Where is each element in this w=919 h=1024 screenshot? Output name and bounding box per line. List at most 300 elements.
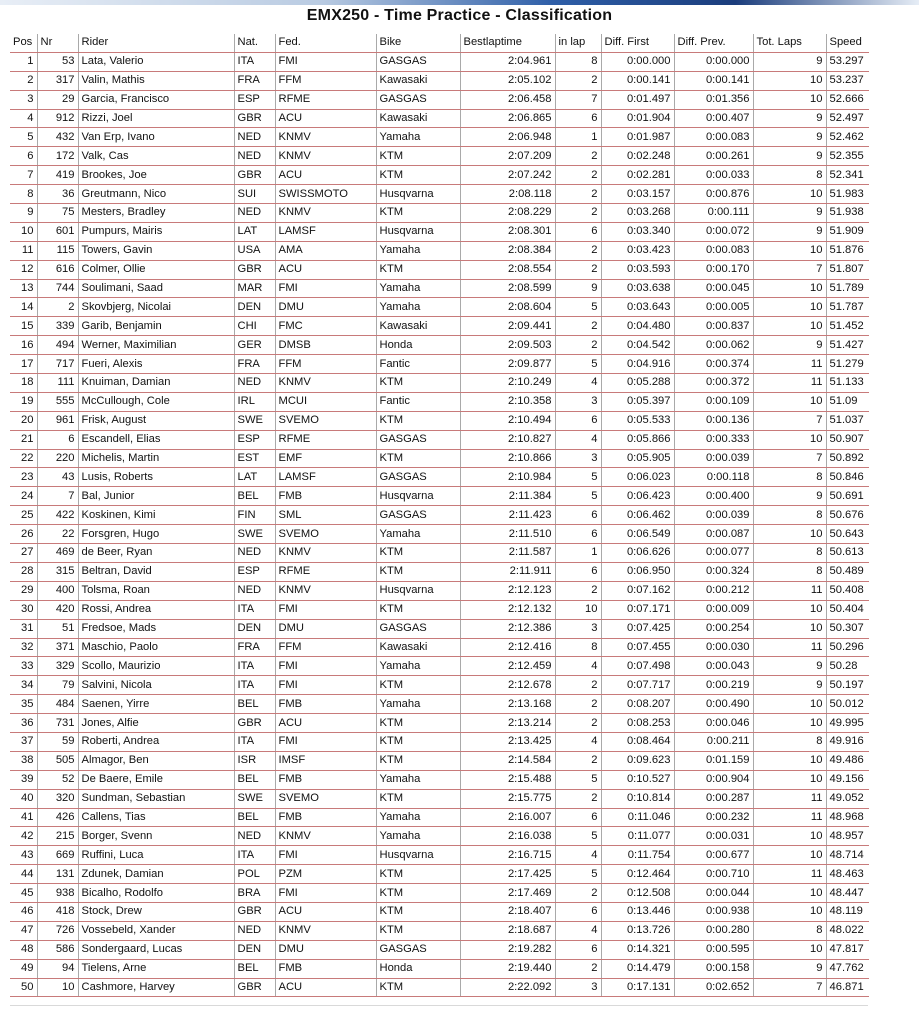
cell-diff-first: 0:09.623 <box>601 751 674 770</box>
table-row <box>10 827 869 846</box>
cell-nat: GER <box>234 336 275 355</box>
cell-bike: Yamaha <box>376 770 460 789</box>
cell-tot-laps: 11 <box>753 865 826 884</box>
cell-rider: Soulimani, Saad <box>78 279 234 298</box>
cell-diff-prev: 0:00.219 <box>674 676 753 695</box>
cell-diff-prev: 0:00.333 <box>674 430 753 449</box>
cell-bike: Yamaha <box>376 279 460 298</box>
cell-nr: 59 <box>37 732 78 751</box>
cell-tot-laps: 9 <box>753 52 826 71</box>
table-row <box>10 676 869 695</box>
cell-nat: ESP <box>234 562 275 581</box>
cell-nat: SWE <box>234 525 275 544</box>
cell-nat: SWE <box>234 789 275 808</box>
cell-diff-first: 0:05.288 <box>601 374 674 393</box>
table-row <box>10 978 869 997</box>
cell-tot-laps: 10 <box>753 317 826 336</box>
cell-nat: ITA <box>234 676 275 695</box>
cell-tot-laps: 10 <box>753 392 826 411</box>
cell-nr: 36 <box>37 185 78 204</box>
cell-bike: KTM <box>376 562 460 581</box>
cell-pos: 25 <box>10 506 37 525</box>
cell-fed: KNMV <box>275 581 376 600</box>
table-row <box>10 90 869 109</box>
cell-in-lap: 2 <box>555 317 601 336</box>
cell-pos: 8 <box>10 185 37 204</box>
cell-speed: 50.197 <box>826 676 869 695</box>
cell-nr: 744 <box>37 279 78 298</box>
cell-nr: 111 <box>37 374 78 393</box>
column-header-nat: Nat. <box>234 34 275 52</box>
cell-fed: DMU <box>275 940 376 959</box>
cell-nat: BEL <box>234 959 275 978</box>
cell-rider: Koskinen, Kimi <box>78 506 234 525</box>
cell-pos: 45 <box>10 884 37 903</box>
cell-rider: Escandell, Elias <box>78 430 234 449</box>
cell-fed: KNMV <box>275 204 376 223</box>
cell-rider: Valk, Cas <box>78 147 234 166</box>
cell-diff-prev: 0:00.158 <box>674 959 753 978</box>
cell-fed: RFME <box>275 430 376 449</box>
cell-nat: GBR <box>234 109 275 128</box>
cell-tot-laps: 8 <box>753 544 826 563</box>
cell-nr: 422 <box>37 506 78 525</box>
cell-rider: Rizzi, Joel <box>78 109 234 128</box>
cell-diff-prev: 0:00.045 <box>674 279 753 298</box>
cell-diff-first: 0:10.814 <box>601 789 674 808</box>
cell-nat: BEL <box>234 770 275 789</box>
cell-bestlaptime: 2:12.678 <box>460 676 555 695</box>
cell-pos: 22 <box>10 449 37 468</box>
cell-rider: Beltran, David <box>78 562 234 581</box>
cell-pos: 2 <box>10 71 37 90</box>
cell-in-lap: 2 <box>555 751 601 770</box>
cell-bestlaptime: 2:06.948 <box>460 128 555 147</box>
cell-rider: Vossebeld, Xander <box>78 921 234 940</box>
cell-bike: GASGAS <box>376 468 460 487</box>
cell-nat: ITA <box>234 732 275 751</box>
cell-bike: KTM <box>376 166 460 185</box>
cell-bike: Yamaha <box>376 695 460 714</box>
cell-bestlaptime: 2:12.123 <box>460 581 555 600</box>
cell-in-lap: 6 <box>555 940 601 959</box>
cell-speed: 50.489 <box>826 562 869 581</box>
table-row <box>10 260 869 279</box>
table-row <box>10 714 869 733</box>
cell-nr: 2 <box>37 298 78 317</box>
cell-rider: Knuiman, Damian <box>78 374 234 393</box>
cell-nr: 426 <box>37 808 78 827</box>
table-row <box>10 128 869 147</box>
cell-rider: Towers, Gavin <box>78 241 234 260</box>
cell-speed: 52.666 <box>826 90 869 109</box>
cell-bike: Fantic <box>376 392 460 411</box>
cell-pos: 30 <box>10 600 37 619</box>
cell-diff-prev: 0:00.072 <box>674 222 753 241</box>
cell-in-lap: 2 <box>555 185 601 204</box>
cell-bestlaptime: 2:08.554 <box>460 260 555 279</box>
cell-in-lap: 1 <box>555 544 601 563</box>
cell-nat: POL <box>234 865 275 884</box>
cell-diff-prev: 0:00.677 <box>674 846 753 865</box>
cell-diff-prev: 0:00.000 <box>674 52 753 71</box>
cell-bestlaptime: 2:10.827 <box>460 430 555 449</box>
cell-bestlaptime: 2:06.458 <box>460 90 555 109</box>
cell-tot-laps: 10 <box>753 71 826 90</box>
cell-rider: Garib, Benjamin <box>78 317 234 336</box>
cell-speed: 49.486 <box>826 751 869 770</box>
cell-diff-first: 0:03.157 <box>601 185 674 204</box>
cell-tot-laps: 10 <box>753 241 826 260</box>
cell-nat: BEL <box>234 487 275 506</box>
table-row <box>10 751 869 770</box>
cell-diff-first: 0:05.866 <box>601 430 674 449</box>
cell-fed: FMC <box>275 317 376 336</box>
cell-nr: 586 <box>37 940 78 959</box>
cell-in-lap: 10 <box>555 600 601 619</box>
table-row <box>10 52 869 71</box>
table-row <box>10 732 869 751</box>
cell-diff-first: 0:01.987 <box>601 128 674 147</box>
table-row <box>10 185 869 204</box>
cell-diff-first: 0:03.340 <box>601 222 674 241</box>
cell-diff-prev: 0:00.111 <box>674 204 753 223</box>
cell-tot-laps: 7 <box>753 449 826 468</box>
cell-tot-laps: 10 <box>753 940 826 959</box>
cell-in-lap: 2 <box>555 260 601 279</box>
cell-pos: 11 <box>10 241 37 260</box>
cell-speed: 48.119 <box>826 902 869 921</box>
cell-nat: FIN <box>234 506 275 525</box>
table-row <box>10 525 869 544</box>
cell-tot-laps: 10 <box>753 185 826 204</box>
cell-bike: KTM <box>376 411 460 430</box>
cell-speed: 51.037 <box>826 411 869 430</box>
cell-bestlaptime: 2:05.102 <box>460 71 555 90</box>
cell-bestlaptime: 2:06.865 <box>460 109 555 128</box>
cell-pos: 50 <box>10 978 37 997</box>
cell-fed: FMB <box>275 808 376 827</box>
cell-bike: KTM <box>376 902 460 921</box>
cell-fed: DMSB <box>275 336 376 355</box>
cell-pos: 47 <box>10 921 37 940</box>
cell-in-lap: 6 <box>555 109 601 128</box>
cell-rider: Forsgren, Hugo <box>78 525 234 544</box>
cell-diff-prev: 0:00.710 <box>674 865 753 884</box>
cell-bike: Husqvarna <box>376 222 460 241</box>
cell-in-lap: 3 <box>555 449 601 468</box>
cell-speed: 48.957 <box>826 827 869 846</box>
cell-speed: 47.817 <box>826 940 869 959</box>
cell-bestlaptime: 2:10.984 <box>460 468 555 487</box>
cell-diff-first: 0:12.464 <box>601 865 674 884</box>
table-row <box>10 222 869 241</box>
cell-nr: 419 <box>37 166 78 185</box>
cell-fed: RFME <box>275 562 376 581</box>
cell-fed: ACU <box>275 902 376 921</box>
cell-nr: 726 <box>37 921 78 940</box>
table-row <box>10 374 869 393</box>
cell-rider: Sundman, Sebastian <box>78 789 234 808</box>
cell-in-lap: 3 <box>555 978 601 997</box>
cell-speed: 53.297 <box>826 52 869 71</box>
cell-bike: Yamaha <box>376 657 460 676</box>
header-banner-stripe <box>0 0 919 5</box>
table-row <box>10 921 869 940</box>
cell-speed: 51.807 <box>826 260 869 279</box>
table-row <box>10 770 869 789</box>
cell-nr: 79 <box>37 676 78 695</box>
cell-in-lap: 5 <box>555 298 601 317</box>
cell-in-lap: 3 <box>555 619 601 638</box>
cell-rider: Brookes, Joe <box>78 166 234 185</box>
cell-speed: 50.846 <box>826 468 869 487</box>
cell-diff-prev: 0:00.039 <box>674 506 753 525</box>
cell-bestlaptime: 2:17.469 <box>460 884 555 903</box>
cell-speed: 51.09 <box>826 392 869 411</box>
cell-in-lap: 4 <box>555 430 601 449</box>
cell-speed: 52.355 <box>826 147 869 166</box>
cell-nr: 220 <box>37 449 78 468</box>
cell-in-lap: 2 <box>555 676 601 695</box>
cell-fed: SWISSMOTO <box>275 185 376 204</box>
table-row <box>10 940 869 959</box>
cell-bike: KTM <box>376 978 460 997</box>
cell-pos: 21 <box>10 430 37 449</box>
cell-fed: KNMV <box>275 128 376 147</box>
cell-diff-prev: 0:00.211 <box>674 732 753 751</box>
cell-diff-prev: 0:00.109 <box>674 392 753 411</box>
cell-diff-first: 0:07.162 <box>601 581 674 600</box>
cell-speed: 51.909 <box>826 222 869 241</box>
cell-nat: BRA <box>234 884 275 903</box>
cell-diff-first: 0:10.527 <box>601 770 674 789</box>
cell-diff-prev: 0:00.280 <box>674 921 753 940</box>
cell-rider: Garcia, Francisco <box>78 90 234 109</box>
cell-tot-laps: 11 <box>753 374 826 393</box>
cell-nat: NED <box>234 374 275 393</box>
cell-speed: 51.983 <box>826 185 869 204</box>
cell-nr: 51 <box>37 619 78 638</box>
cell-rider: Cashmore, Harvey <box>78 978 234 997</box>
cell-pos: 6 <box>10 147 37 166</box>
table-row <box>10 449 869 468</box>
cell-pos: 27 <box>10 544 37 563</box>
cell-fed: SVEMO <box>275 525 376 544</box>
cell-speed: 48.022 <box>826 921 869 940</box>
cell-bestlaptime: 2:08.384 <box>460 241 555 260</box>
cell-pos: 42 <box>10 827 37 846</box>
cell-diff-first: 0:06.462 <box>601 506 674 525</box>
cell-bestlaptime: 2:18.407 <box>460 902 555 921</box>
cell-in-lap: 5 <box>555 355 601 374</box>
cell-bike: KTM <box>376 789 460 808</box>
cell-diff-first: 0:07.498 <box>601 657 674 676</box>
cell-rider: Stock, Drew <box>78 902 234 921</box>
cell-rider: Rossi, Andrea <box>78 600 234 619</box>
cell-diff-prev: 0:00.287 <box>674 789 753 808</box>
cell-rider: Valin, Mathis <box>78 71 234 90</box>
cell-pos: 37 <box>10 732 37 751</box>
cell-nat: EST <box>234 449 275 468</box>
cell-pos: 1 <box>10 52 37 71</box>
cell-pos: 31 <box>10 619 37 638</box>
cell-in-lap: 2 <box>555 789 601 808</box>
cell-pos: 36 <box>10 714 37 733</box>
cell-speed: 50.307 <box>826 619 869 638</box>
cell-bestlaptime: 2:18.687 <box>460 921 555 940</box>
cell-rider: Skovbjerg, Nicolai <box>78 298 234 317</box>
cell-tot-laps: 9 <box>753 128 826 147</box>
cell-fed: FFM <box>275 355 376 374</box>
cell-pos: 10 <box>10 222 37 241</box>
cell-diff-prev: 0:00.031 <box>674 827 753 846</box>
cell-diff-first: 0:11.046 <box>601 808 674 827</box>
cell-fed: FMI <box>275 884 376 903</box>
cell-speed: 52.341 <box>826 166 869 185</box>
table-row <box>10 846 869 865</box>
cell-tot-laps: 10 <box>753 298 826 317</box>
table-row <box>10 430 869 449</box>
cell-in-lap: 2 <box>555 695 601 714</box>
cell-speed: 51.876 <box>826 241 869 260</box>
cell-tot-laps: 7 <box>753 411 826 430</box>
cell-rider: Roberti, Andrea <box>78 732 234 751</box>
table-row <box>10 884 869 903</box>
cell-nr: 961 <box>37 411 78 430</box>
cell-fed: DMU <box>275 298 376 317</box>
cell-tot-laps: 9 <box>753 959 826 978</box>
cell-bestlaptime: 2:10.494 <box>460 411 555 430</box>
cell-nat: NED <box>234 827 275 846</box>
cell-fed: KNMV <box>275 921 376 940</box>
cell-bestlaptime: 2:08.301 <box>460 222 555 241</box>
cell-speed: 50.691 <box>826 487 869 506</box>
cell-fed: FFM <box>275 638 376 657</box>
cell-bike: Husqvarna <box>376 581 460 600</box>
cell-bestlaptime: 2:08.118 <box>460 185 555 204</box>
cell-diff-first: 0:06.626 <box>601 544 674 563</box>
cell-fed: KNMV <box>275 374 376 393</box>
cell-in-lap: 2 <box>555 204 601 223</box>
cell-nr: 43 <box>37 468 78 487</box>
cell-tot-laps: 10 <box>753 619 826 638</box>
cell-pos: 3 <box>10 90 37 109</box>
cell-nr: 717 <box>37 355 78 374</box>
cell-in-lap: 2 <box>555 581 601 600</box>
cell-rider: Fueri, Alexis <box>78 355 234 374</box>
table-row <box>10 865 869 884</box>
table-row <box>10 241 869 260</box>
cell-diff-first: 0:05.533 <box>601 411 674 430</box>
cell-diff-prev: 0:00.232 <box>674 808 753 827</box>
cell-tot-laps: 8 <box>753 732 826 751</box>
cell-pos: 16 <box>10 336 37 355</box>
column-header-in-lap: in lap <box>555 34 601 52</box>
cell-fed: FMI <box>275 52 376 71</box>
cell-nr: 616 <box>37 260 78 279</box>
cell-diff-first: 0:12.508 <box>601 884 674 903</box>
cell-rider: Frisk, August <box>78 411 234 430</box>
cell-diff-prev: 0:00.083 <box>674 128 753 147</box>
table-row <box>10 298 869 317</box>
cell-diff-prev: 0:00.170 <box>674 260 753 279</box>
cell-diff-first: 0:07.171 <box>601 600 674 619</box>
cell-diff-first: 0:04.480 <box>601 317 674 336</box>
cell-bike: Honda <box>376 959 460 978</box>
cell-nr: 317 <box>37 71 78 90</box>
table-row <box>10 147 869 166</box>
cell-fed: SVEMO <box>275 411 376 430</box>
cell-nat: CHI <box>234 317 275 336</box>
cell-fed: ACU <box>275 166 376 185</box>
cell-in-lap: 2 <box>555 714 601 733</box>
cell-diff-first: 0:06.950 <box>601 562 674 581</box>
cell-bike: KTM <box>376 449 460 468</box>
cell-diff-prev: 0:01.159 <box>674 751 753 770</box>
cell-pos: 41 <box>10 808 37 827</box>
cell-in-lap: 6 <box>555 902 601 921</box>
cell-fed: KNMV <box>275 147 376 166</box>
cell-bike: GASGAS <box>376 430 460 449</box>
cell-bike: Kawasaki <box>376 71 460 90</box>
cell-bestlaptime: 2:16.715 <box>460 846 555 865</box>
cell-speed: 50.296 <box>826 638 869 657</box>
cell-pos: 39 <box>10 770 37 789</box>
cell-nr: 912 <box>37 109 78 128</box>
cell-pos: 13 <box>10 279 37 298</box>
cell-rider: Lusis, Roberts <box>78 468 234 487</box>
cell-pos: 14 <box>10 298 37 317</box>
cell-pos: 17 <box>10 355 37 374</box>
cell-pos: 7 <box>10 166 37 185</box>
column-header-diff-first: Diff. First <box>601 34 674 52</box>
cell-in-lap: 6 <box>555 506 601 525</box>
cell-rider: Borger, Svenn <box>78 827 234 846</box>
cell-bike: KTM <box>376 600 460 619</box>
cell-bike: KTM <box>376 374 460 393</box>
cell-diff-first: 0:08.207 <box>601 695 674 714</box>
cell-bike: KTM <box>376 921 460 940</box>
cell-fed: ACU <box>275 109 376 128</box>
cell-bestlaptime: 2:11.587 <box>460 544 555 563</box>
cell-nat: GBR <box>234 902 275 921</box>
cell-fed: FMB <box>275 959 376 978</box>
table-row <box>10 562 869 581</box>
cell-tot-laps: 7 <box>753 260 826 279</box>
cell-speed: 51.133 <box>826 374 869 393</box>
cell-nat: NED <box>234 128 275 147</box>
cell-nat: NED <box>234 581 275 600</box>
cell-bestlaptime: 2:09.503 <box>460 336 555 355</box>
cell-speed: 47.762 <box>826 959 869 978</box>
cell-tot-laps: 11 <box>753 581 826 600</box>
cell-nat: ITA <box>234 600 275 619</box>
cell-diff-prev: 0:00.009 <box>674 600 753 619</box>
cell-bestlaptime: 2:19.440 <box>460 959 555 978</box>
cell-fed: RFME <box>275 90 376 109</box>
cell-bestlaptime: 2:07.209 <box>460 147 555 166</box>
cell-diff-prev: 0:00.046 <box>674 714 753 733</box>
cell-diff-first: 0:05.905 <box>601 449 674 468</box>
cell-nat: GBR <box>234 978 275 997</box>
table-row <box>10 638 869 657</box>
cell-speed: 53.237 <box>826 71 869 90</box>
cell-nr: 731 <box>37 714 78 733</box>
cell-tot-laps: 9 <box>753 657 826 676</box>
cell-nr: 131 <box>37 865 78 884</box>
cell-tot-laps: 10 <box>753 827 826 846</box>
